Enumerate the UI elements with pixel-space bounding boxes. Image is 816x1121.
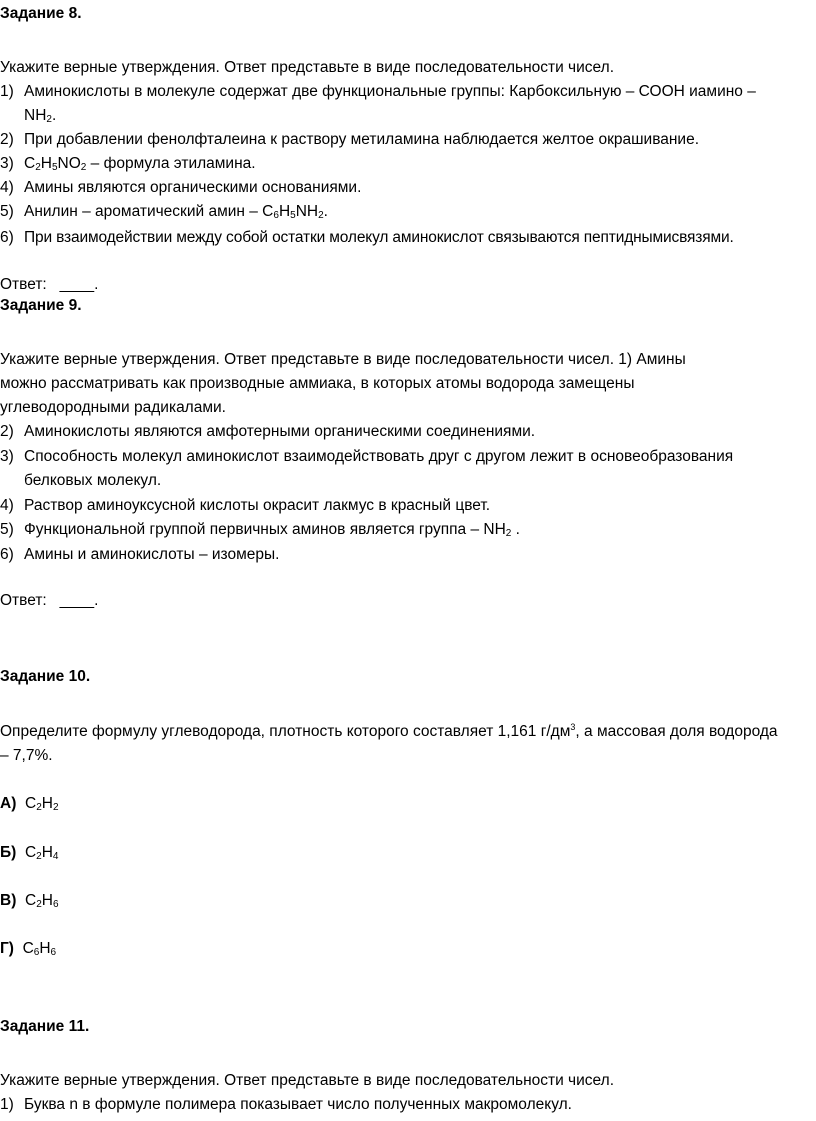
task-10-title: Задание 10. — [0, 668, 91, 685]
task-9-title: Задание 9. — [0, 297, 82, 314]
task-9-item-6: 6) Амины и аминокислоты – изомеры. — [0, 546, 280, 563]
task-9-item-4: 4) Раствор аминоуксусной кислоты окрасит лакмус в красный цвет. — [0, 497, 491, 514]
task-9-item-5: 5) Функциональной группой первичных аминов является группа – $NH_2$ . — [0, 521, 520, 539]
task-8-item-6: 6) При взаимодействии между собой остатки молекул аминокислот связываются пептиднымисвязями. — [0, 229, 734, 246]
option-a: А) $C_2H_2$ — [0, 795, 59, 813]
task-9-answer: Ответ: ____. — [0, 592, 99, 609]
task-11-item-1: 1) Буква n в формуле полимера показывает число полученных макромолекул. — [0, 1096, 572, 1113]
task-10-question-line-1: Определите формулу углеводорода, плотность которого составляет 1,161 $г/дм^3$, а массовая доля водорода — [0, 722, 778, 740]
task-9-intro-line-2: можно рассматривать как производные аммиака, в которых атомы водорода замещены — [0, 375, 635, 392]
option-b: Б) $C_2H_4$ — [0, 844, 59, 862]
task-8-item-4: 4) Амины являются органическими основаниями. — [0, 179, 362, 196]
task-11-title: Задание 11. — [0, 1018, 90, 1035]
task-9-item-2: 2) Аминокислоты являются амфотерными органическими соединениями. — [0, 423, 536, 440]
task-8-item-1-cont: $NH_2$. — [24, 107, 57, 125]
task-8-answer: Ответ: ____. — [0, 276, 99, 293]
task-8-item-2: 2) При добавлении фенолфталеина к раствору метиламина наблюдается желтое окрашивание. — [0, 131, 700, 148]
task-10-question-line-2: – 7,7%. — [0, 747, 53, 764]
task-11-intro: Укажите верные утверждения. Ответ представьте в виде последовательности чисел. — [0, 1072, 614, 1089]
task-8-item-5: 5) Анилин – ароматический амин – $C_6H_5NH_2$. — [0, 203, 328, 221]
option-g: Г) $C_6H_6$ — [0, 940, 57, 958]
task-9-item-3-cont: белковых молекул. — [24, 472, 162, 489]
task-8-title: Задание 8. — [0, 5, 82, 22]
task-8-intro: Укажите верные утверждения. Ответ представьте в виде последовательности чисел. — [0, 59, 614, 76]
task-9-item-3: 3) Способность молекул аминокислот взаимодействовать друг с другом лежит в основеобразования — [0, 448, 734, 465]
option-v: В) $C_2H_6$ — [0, 892, 59, 910]
task-9-intro-line-1: Укажите верные утверждения. Ответ представьте в виде последовательности чисел. 1) Амины — [0, 351, 686, 368]
task-9-intro-line-3: углеводородными радикалами. — [0, 399, 226, 416]
task-8-item-1: 1) Аминокислоты в молекуле содержат две функциональные группы: Карбоксильную – СООН иамино – — [0, 83, 756, 100]
task-8-item-3: 3) $C_2H_5NO_2$ – формула этиламина. — [0, 155, 256, 173]
